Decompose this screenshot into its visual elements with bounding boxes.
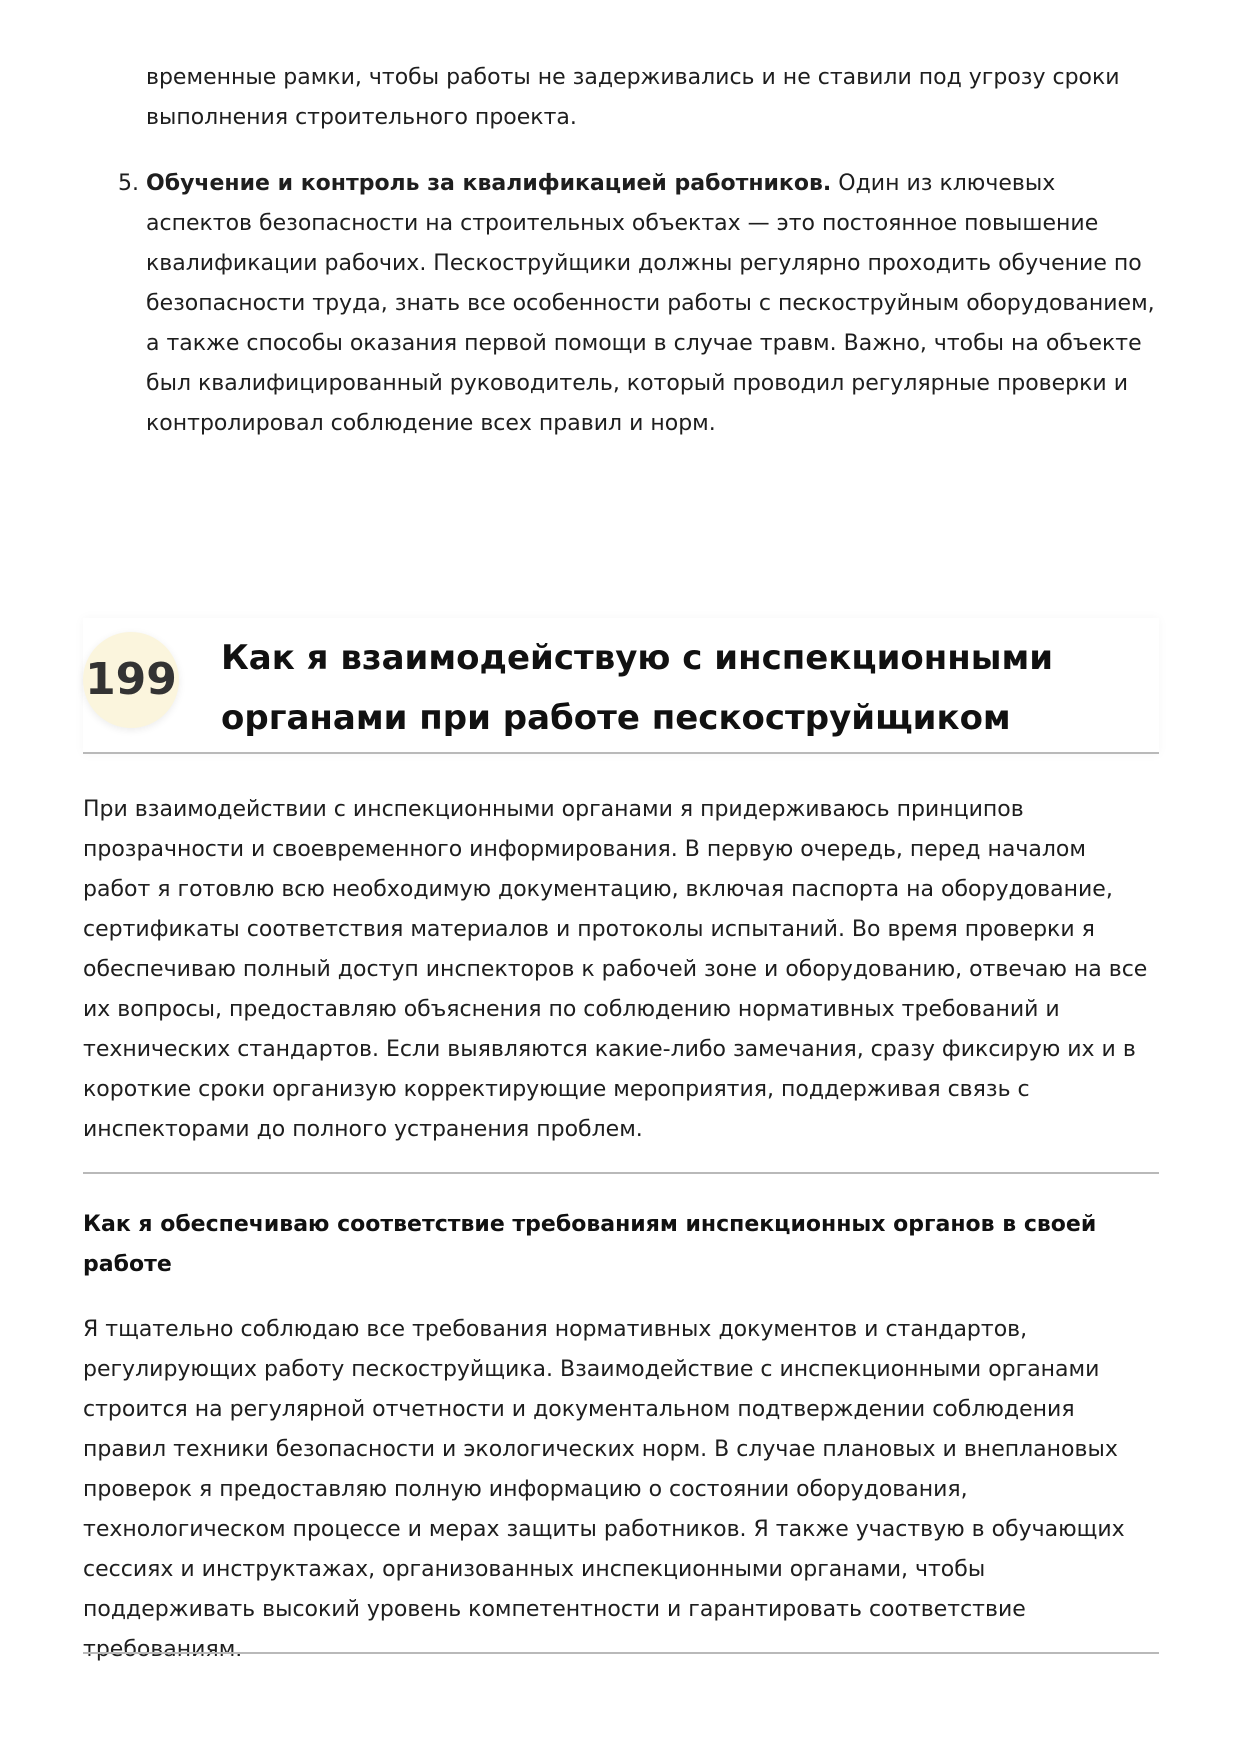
list-item-number: 5. [118,171,139,196]
previous-item-tail: временные рамки, чтобы работы не задерживались и не ставили под угрозу сроки выполнения строительного проекта. [146,65,1120,130]
subsection-paragraph: Я тщательно соблюдаю все требования нормативных документов и стандартов, регулирующих работу пескоструйщика. Взаимодействие с инспекционными органами строится на регулярной отчетности и документальном подтверждении соблюдения правил техники безопасности и экологических норм. В случае плановых и внеплановых проверок я предоставляю полную информацию о состоянии оборудования, технологическом процессе и мерах защиты работников. Я также участвую в обучающих сессиях и инструктажах, организованных инспекционными органами, чтобы поддерживать высокий уровень компетентности и гарантировать соответствие требованиям. [83,1317,1125,1662]
section-header [83,618,1159,754]
section-title: Как я взаимодействую с инспекционными органами при работе пескоструйщиком [221,638,1054,738]
subsection-heading: Как я обеспечиваю соответствие требованиям инспекционных органов в своей работе [83,1212,1097,1277]
list-item [118,164,1166,444]
list-item-text: Один из ключевых аспектов безопасности на строительных объектах — это постоянное повышение квалификации рабочих. Пескоструйщики должны регулярно проходить обучение по безопасности труда, знать все особенности работы с пескоструйным оборудованием, а также способы оказания первой помощи в случае травм. Важно, чтобы на объекте был квалифицированный руководитель, который проводил регулярные проверки и контролировал соблюдение всех правил и норм. [146,171,1155,436]
section-number: 199 [85,654,177,705]
section-intro-paragraph: При взаимодействии с инспекционными органами я придерживаюсь принципов прозрачности и своевременного информирования. В первую очередь, перед началом работ я готовлю всю необходимую документацию, включая паспорта на оборудование, сертификаты соответствия материалов и протоколы испытаний. Во время проверки я обеспечиваю полный доступ инспекторов к рабочей зоне и оборудованию, отвечаю на все их вопросы, предоставляю объяснения по соблюдению нормативных требований и технических стандартов. Если выявляются какие-либо замечания, сразу фиксирую их и в короткие сроки организую корректирующие мероприятия, поддерживая связь с инспекторами до полного устранения проблем. [83,797,1148,1142]
divider [83,1172,1159,1174]
section-number-badge [83,632,179,728]
list-item-bold-title: Обучение и контроль за квалификацией работников. [146,171,832,196]
divider [83,1652,1159,1654]
